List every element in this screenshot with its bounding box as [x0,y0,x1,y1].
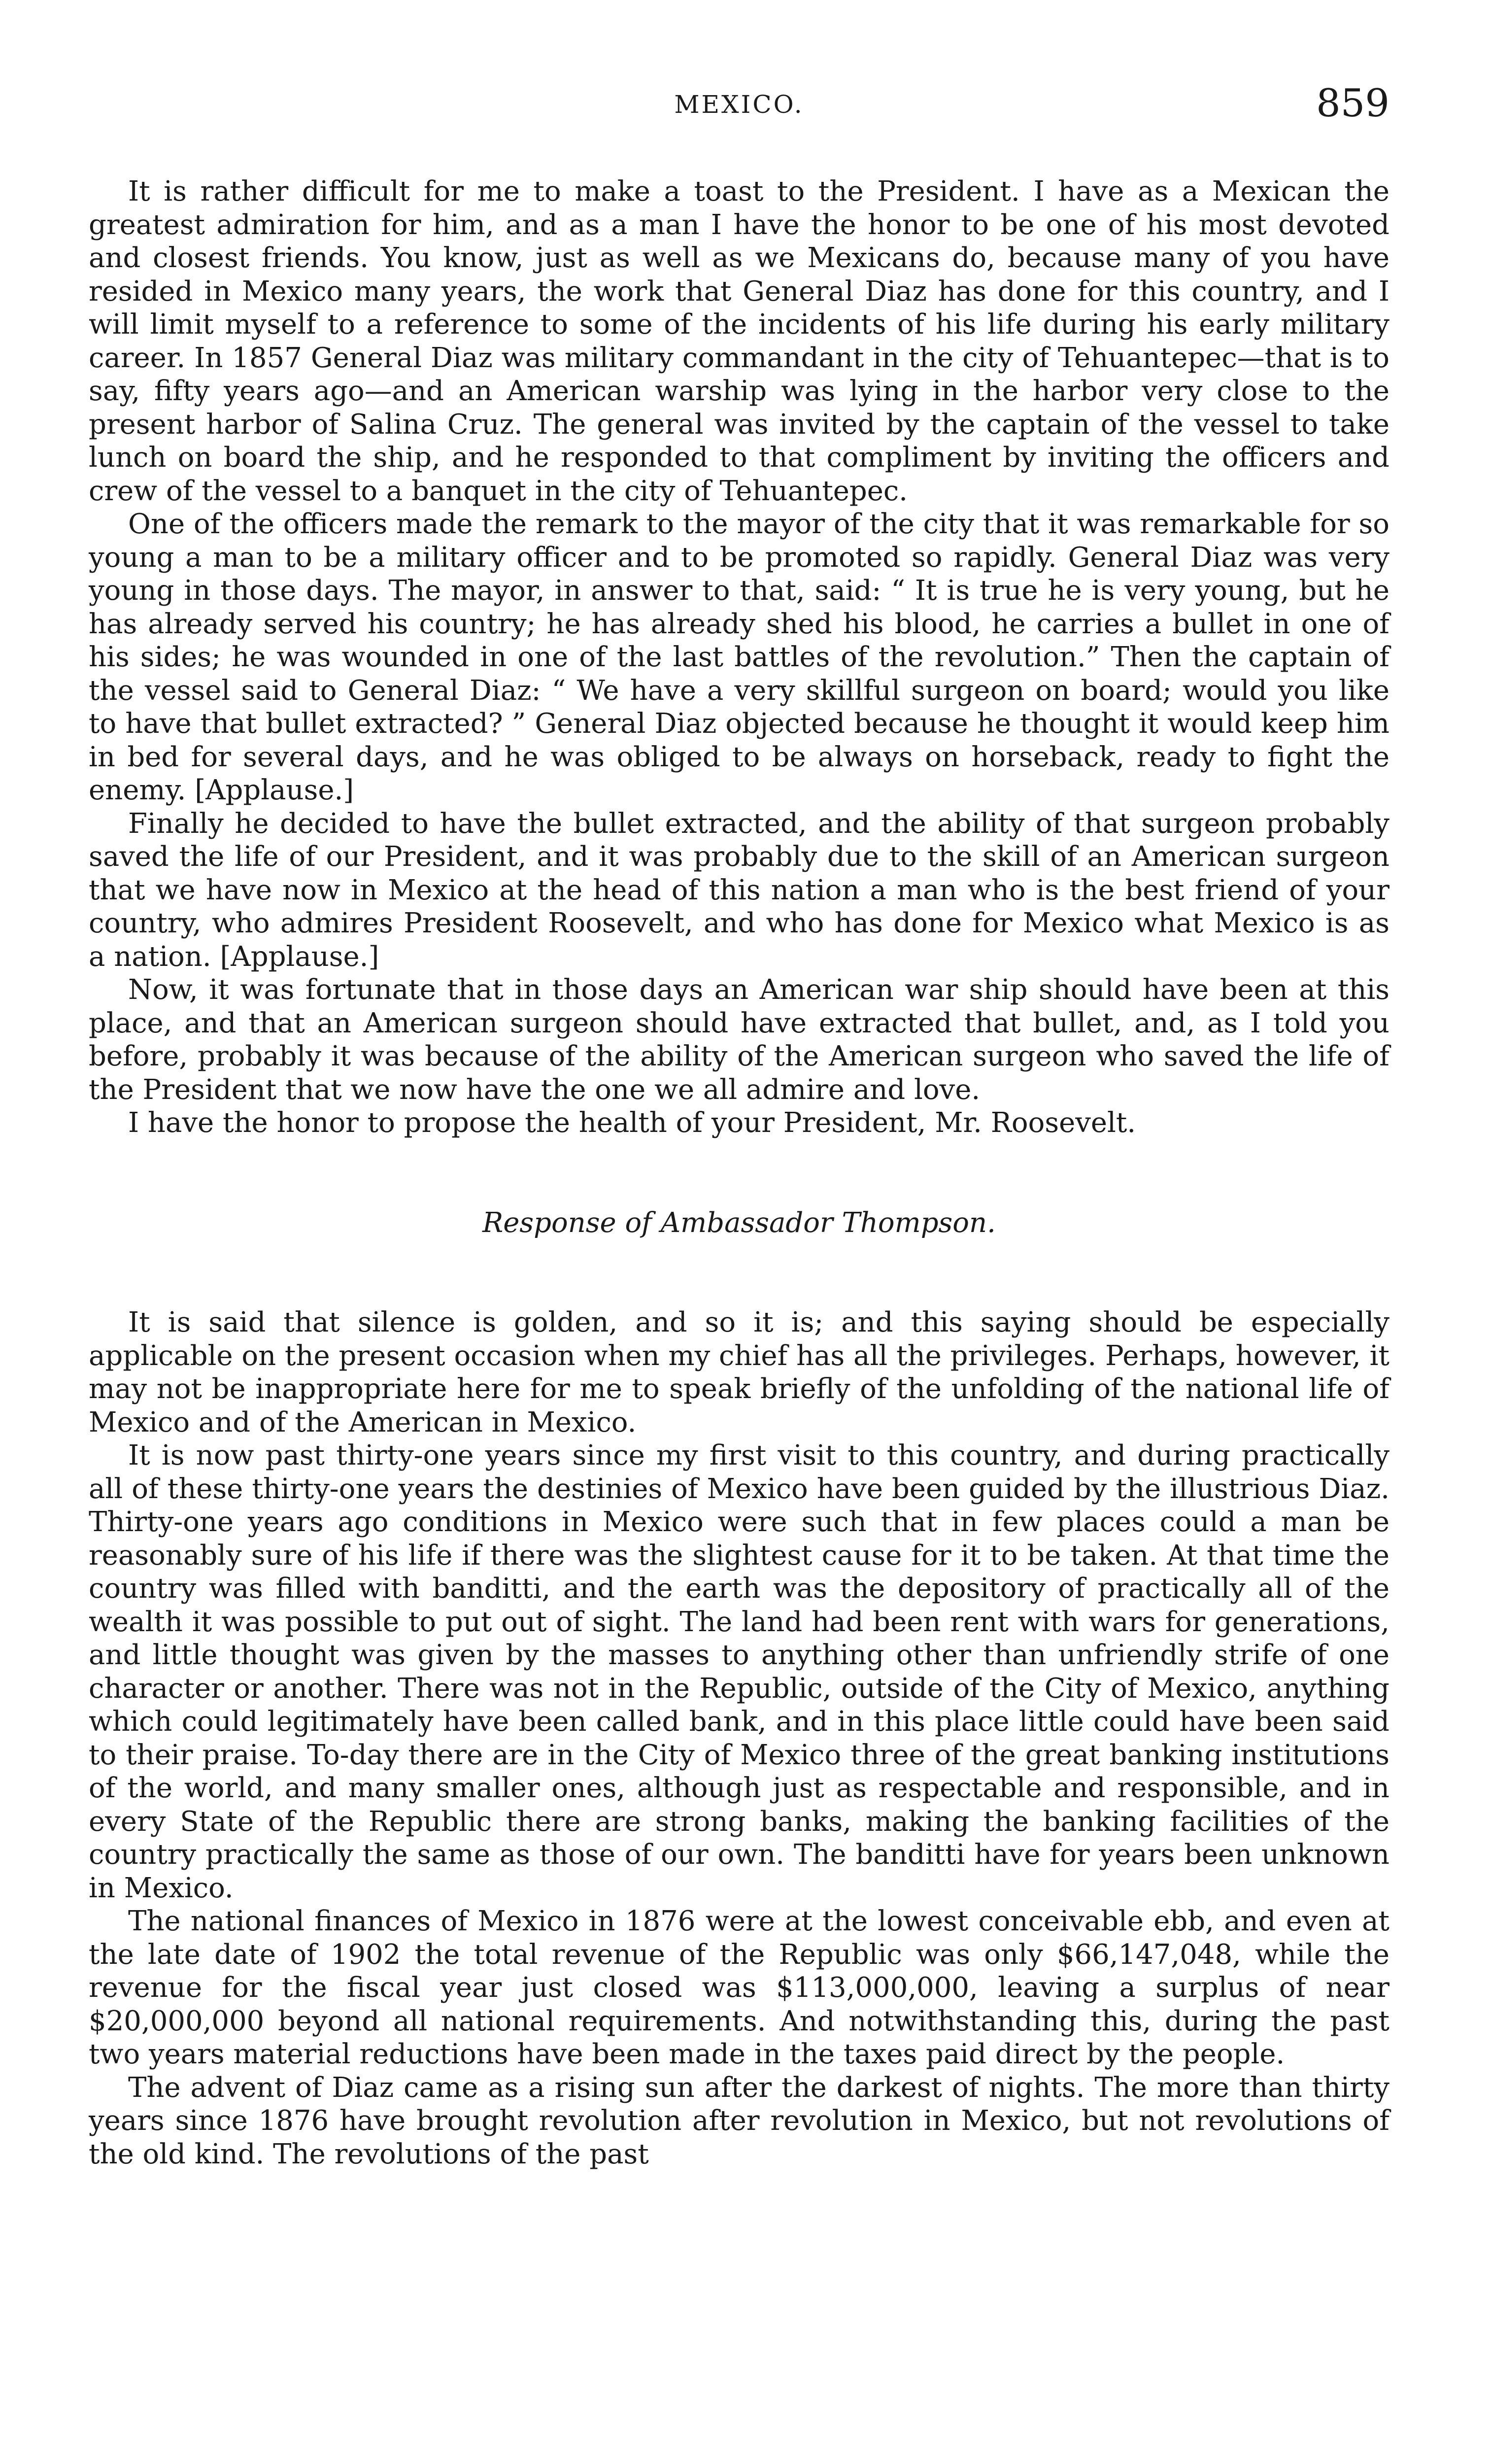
paragraph: Now, it was fortunate that in those days an American war ship should have been at this place, and that an American surgeon should have extracted that bullet, and, as I told you before, probably it was because of the ability of the American surgeon who saved the life of the President that we now have the one we all admire and love. [89,974,1389,1106]
running-head [89,81,1389,140]
paragraph: The national finances of Mexico in 1876 were at the lowest conceivable ebb, and even at the late date of 1902 the total revenue of the Republic was only $66,147,048, while the revenue for the fiscal year just closed was $113,000,000, leaving a surplus of near $20,000,000 beyond all national requirements. And notwithstanding this, during the past two years material reductions have been made in the taxes paid direct by the people. [89,1905,1389,2070]
section-heading: Response of Ambassador Thompson. [482,1206,996,1239]
paragraph: The advent of Diaz came as a rising sun after the darkest of nights. The more than thirty years since 1876 have brought revolution after revolution in Mexico, but not revolutions of the old kind. The revolutions of the past [89,2071,1389,2170]
paragraph: I have the honor to propose the health of your President, Mr. Roosevelt. [128,1107,1136,1139]
paragraph: It is now past thirty-one years since my first visit to this country, and during practically all of these thirty-one years the destinies of Mexico have been guided by the illustrious Diaz. Thirty-one years ago conditions in Mexico were such that in few places could a man be reasonably sure of his life if there was the slightest cause for it to be taken. At that time the country was filled with banditti, and the earth was the depository of practically all of the wealth it was possible to put out of sight. The land had been rent with wars for generations, and little thought was given by the masses to anything other than unfriendly strife of one character or another. There was not in the Republic, outside of the City of Mexico, anything which could legitimately have been called bank, and in this place little could have been said to their praise. To-day there are in the City of Mexico three of the great banking institutions of the world, and many smaller ones, although just as respectable and responsible, and in every State of the Republic there are strong banks, making the banking facilities of the country practically the same as those of our own. The banditti have for years been unknown in Mexico. [89,1439,1389,1904]
page-number: 859 [1316,81,1389,126]
paragraph: It is rather difficult for me to make a toast to the President. I have as a Mexican the greatest admiration for him, and as a man I have the honor to be one of his most devoted and closest friends. You know, just as well as we Mexicans do, because many of you have resided in Mexico many years, the work that General Diaz has done for this country, and I will limit myself to a reference to some of the incidents of his life during his early military career. In 1857 General Diaz was military commandant in the city of Tehuantepec—that is to say, fifty years ago—and an American warship was lying in the harbor very close to the present harbor of Salina Cruz. The general was invited by the captain of the vessel to take lunch on board the ship, and he responded to that compliment by inviting the officers and crew of the vessel to a banquet in the city of Tehuantepec. [89,175,1389,507]
running-title: MEXICO. [674,90,804,119]
paragraph: It is said that silence is golden, and so it is; and this saying should be especially applicable on the present occasion when my chief has all the privileges. Perhaps, however, it may not be inappropriate here for me to speak briefly of the unfolding of the national life of Mexico and of the American in Mexico. [89,1306,1390,1438]
paragraph: Finally he decided to have the bullet extracted, and the ability of that surgeon probably saved the life of our President, and it was probably due to the skill of an American surgeon that we have now in Mexico at the head of this nation a man who is the best friend of your country, who admires President Roosevelt, and who has done for Mexico what Mexico is as a nation. [Applause.] [89,807,1389,973]
body-text [89,175,1389,2171]
paragraph: One of the officers made the remark to the mayor of the city that it was remarkable for so young a man to be a military officer and to be promoted so rapidly. General Diaz was very young in those days. The mayor, in answer to that, said: “ It is true he is very young, but he has already served his country; he has already shed his blood, he carries a bullet in one of his sides; he was wounded in one of the last battles of the revolution.” Then the captain of the vessel said to General Diaz: “ We have a very skillful surgeon on board; would you like to have that bullet extracted? ” General Diaz objected because he thought it would keep him in bed for several days, and he was obliged to be always on horseback, ready to fight the enemy. [Applause.] [89,508,1389,806]
